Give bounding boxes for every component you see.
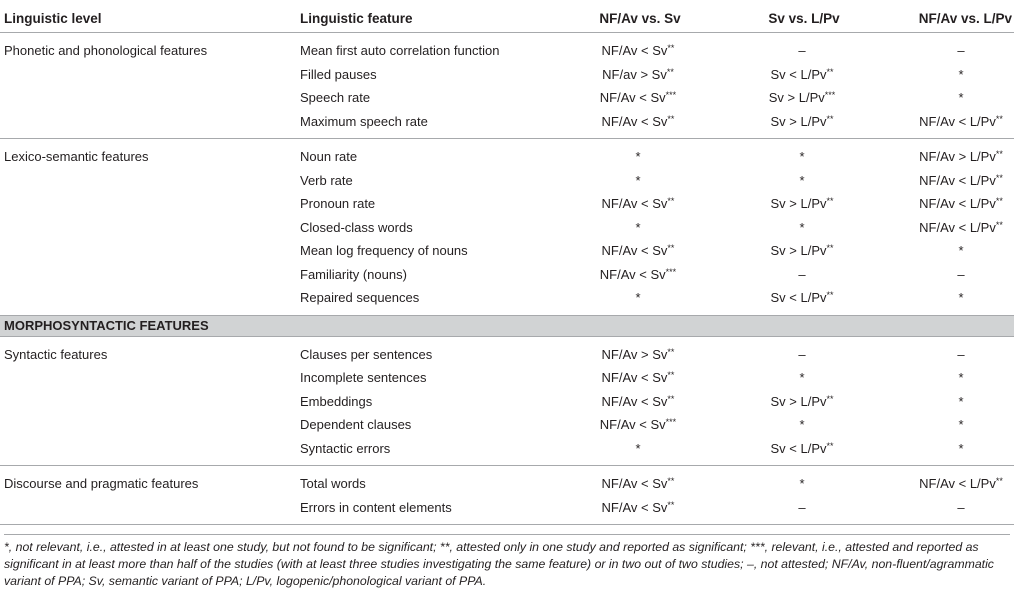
linguistic-level-cell: Phonetic and phonological features <box>4 43 208 59</box>
linguistic-level-cell <box>0 169 296 193</box>
feature-cell: Closed-class words <box>300 219 413 235</box>
nfav-vs-sv-cell: NF/Av < Sv*** <box>599 417 677 433</box>
header-nfav-vs-lpv: NF/Av vs. L/Pv <box>886 4 1014 33</box>
nfav-vs-sv-cell: NF/Av < Sv** <box>601 370 675 386</box>
nfav-vs-sv-cell: NF/Av > Sv** <box>601 346 675 362</box>
sv-vs-lpv-cell: * <box>799 417 805 433</box>
linguistic-level-cell <box>0 286 296 315</box>
sv-vs-lpv-cell: * <box>799 149 805 165</box>
feature-cell: Filled pauses <box>300 66 377 82</box>
table-row <box>0 192 1014 216</box>
linguistic-level-cell <box>0 413 296 437</box>
sv-vs-lpv-cell: Sv > L/Pv** <box>718 110 886 139</box>
header-linguistic-level: Linguistic level <box>0 4 296 33</box>
feature-cell: Clauses per sentences <box>300 346 433 362</box>
linguistic-level-cell <box>0 86 296 110</box>
sv-vs-lpv-cell: Sv < L/Pv** <box>770 66 834 82</box>
sv-vs-lpv-cell: Sv > L/Pv*** <box>768 90 836 106</box>
nfav-vs-lpv-cell: * <box>958 393 964 409</box>
table-row <box>0 169 1014 193</box>
nfav-vs-lpv-cell: * <box>958 66 964 82</box>
feature-cell: Verb rate <box>300 172 353 188</box>
sv-vs-lpv-cell: * <box>799 476 805 492</box>
table-row <box>0 216 1014 240</box>
feature-cell: Embeddings <box>300 393 373 409</box>
nfav-vs-lpv-cell: * <box>958 417 964 433</box>
nfav-vs-sv-cell: NF/Av < Sv** <box>558 496 718 525</box>
linguistic-level-cell <box>0 366 296 390</box>
header-sv-vs-lpv: Sv vs. L/Pv <box>718 4 886 33</box>
feature-cell: Pronoun rate <box>300 196 376 212</box>
table-row <box>0 239 1014 263</box>
nfav-vs-sv-cell: * <box>635 149 641 165</box>
sv-vs-lpv-cell: Sv < L/Pv** <box>718 286 886 315</box>
linguistic-level-cell <box>0 63 296 87</box>
table-row <box>0 139 1014 169</box>
table-row <box>0 63 1014 87</box>
nfav-vs-sv-cell: NF/Av < Sv** <box>601 393 675 409</box>
linguistic-level-cell: Discourse and pragmatic features <box>4 476 199 492</box>
nfav-vs-lpv-cell: NF/Av < L/Pv** <box>919 476 1003 492</box>
table-footnote: *, not relevant, i.e., attested in at least one study, but not found to be significant; **, attested only in one study and reported as significant; ***, relevant, i.e., attested and reported as significant in at least more than half of the studies (with at least three studies investigating the same feature) or in two out of two studies; –, not attested; NF/Av, non-fluent/agrammatic variant of PPA; Sv, semantic variant of PPA; L/Pv, logopenic/phonological variant of PPA. <box>4 534 1010 590</box>
sv-vs-lpv-cell: Sv < L/Pv** <box>718 437 886 466</box>
table-row <box>0 390 1014 414</box>
nfav-vs-sv-cell: * <box>558 437 718 466</box>
feature-cell: Incomplete sentences <box>300 370 427 386</box>
nfav-vs-sv-cell: NF/Av < Sv** <box>558 110 718 139</box>
feature-cell: Noun rate <box>300 149 358 165</box>
feature-cell: Dependent clauses <box>300 417 412 433</box>
sv-vs-lpv-cell: – <box>798 43 806 59</box>
sv-vs-lpv-cell: – <box>718 496 886 525</box>
linguistic-level-cell <box>0 110 296 139</box>
linguistic-level-cell <box>0 496 296 525</box>
nfav-vs-lpv-cell: * <box>886 437 1014 466</box>
sv-vs-lpv-cell: Sv > L/Pv** <box>770 393 834 409</box>
feature-cell: Repaired sequences <box>296 286 558 315</box>
nfav-vs-lpv-cell: * <box>958 90 964 106</box>
table-row <box>0 286 1014 315</box>
sv-vs-lpv-cell: – <box>798 346 806 362</box>
nfav-vs-lpv-cell: NF/Av < L/Pv** <box>919 219 1003 235</box>
header-nfav-vs-sv: NF/Av vs. Sv <box>558 4 718 33</box>
nfav-vs-lpv-cell: NF/Av > L/Pv** <box>919 149 1003 165</box>
table-row <box>0 366 1014 390</box>
nfav-vs-sv-cell: NF/Av < Sv** <box>601 43 675 59</box>
nfav-vs-sv-cell: * <box>558 286 718 315</box>
header-linguistic-feature: Linguistic feature <box>296 4 558 33</box>
linguistic-level-cell <box>0 390 296 414</box>
feature-cell: Mean log frequency of nouns <box>300 243 468 259</box>
table-row <box>0 496 1014 525</box>
nfav-vs-sv-cell: * <box>635 172 641 188</box>
feature-cell: Total words <box>300 476 366 492</box>
table-row <box>0 263 1014 287</box>
nfav-vs-lpv-cell: * <box>886 286 1014 315</box>
linguistic-level-cell <box>0 263 296 287</box>
linguistic-features-table <box>0 4 1014 525</box>
linguistic-level-cell <box>0 216 296 240</box>
feature-cell: Familiarity (nouns) <box>300 266 407 282</box>
nfav-vs-lpv-cell: – <box>957 346 965 362</box>
linguistic-level-cell: Lexico-semantic features <box>4 149 149 165</box>
nfav-vs-lpv-cell: * <box>958 370 964 386</box>
table-body <box>0 33 1014 525</box>
feature-cell: Errors in content elements <box>296 496 558 525</box>
nfav-vs-sv-cell: NF/Av < Sv*** <box>599 266 677 282</box>
nfav-vs-lpv-cell: – <box>957 266 965 282</box>
sv-vs-lpv-cell: * <box>799 370 805 386</box>
section-row <box>0 315 1014 336</box>
nfav-vs-lpv-cell: – <box>886 496 1014 525</box>
sv-vs-lpv-cell: Sv > L/Pv** <box>770 243 834 259</box>
linguistic-level-cell <box>0 437 296 466</box>
sv-vs-lpv-cell: * <box>799 219 805 235</box>
sv-vs-lpv-cell: – <box>798 266 806 282</box>
nfav-vs-sv-cell: NF/Av < Sv** <box>601 243 675 259</box>
nfav-vs-lpv-cell: NF/Av < L/Pv** <box>919 196 1003 212</box>
nfav-vs-sv-cell: NF/Av < Sv*** <box>599 90 677 106</box>
sv-vs-lpv-cell: * <box>799 172 805 188</box>
table-row <box>0 86 1014 110</box>
nfav-vs-lpv-cell: * <box>958 243 964 259</box>
nfav-vs-sv-cell: NF/Av < Sv** <box>601 476 675 492</box>
nfav-vs-lpv-cell: – <box>957 43 965 59</box>
nfav-vs-sv-cell: NF/Av < Sv** <box>601 196 675 212</box>
table-row <box>0 413 1014 437</box>
feature-cell: Syntactic errors <box>296 437 558 466</box>
nfav-vs-lpv-cell: NF/Av < L/Pv** <box>886 110 1014 139</box>
nfav-vs-lpv-cell: NF/Av < L/Pv** <box>919 172 1003 188</box>
linguistic-level-cell <box>0 192 296 216</box>
linguistic-level-cell: Syntactic features <box>4 346 108 362</box>
nfav-vs-sv-cell: NF/av > Sv** <box>602 66 674 82</box>
table-row <box>0 437 1014 466</box>
linguistic-level-cell <box>0 239 296 263</box>
table-row <box>0 110 1014 139</box>
nfav-vs-sv-cell: * <box>635 219 641 235</box>
feature-cell: Maximum speech rate <box>296 110 558 139</box>
feature-cell: Mean first auto correlation function <box>300 43 500 59</box>
feature-cell: Speech rate <box>300 90 371 106</box>
section-label: MORPHOSYNTACTIC FEATURES <box>0 315 1014 336</box>
header-row <box>0 4 1014 33</box>
table-row <box>0 33 1014 63</box>
table-row <box>0 336 1014 366</box>
table-row <box>0 466 1014 496</box>
sv-vs-lpv-cell: Sv > L/Pv** <box>770 196 834 212</box>
